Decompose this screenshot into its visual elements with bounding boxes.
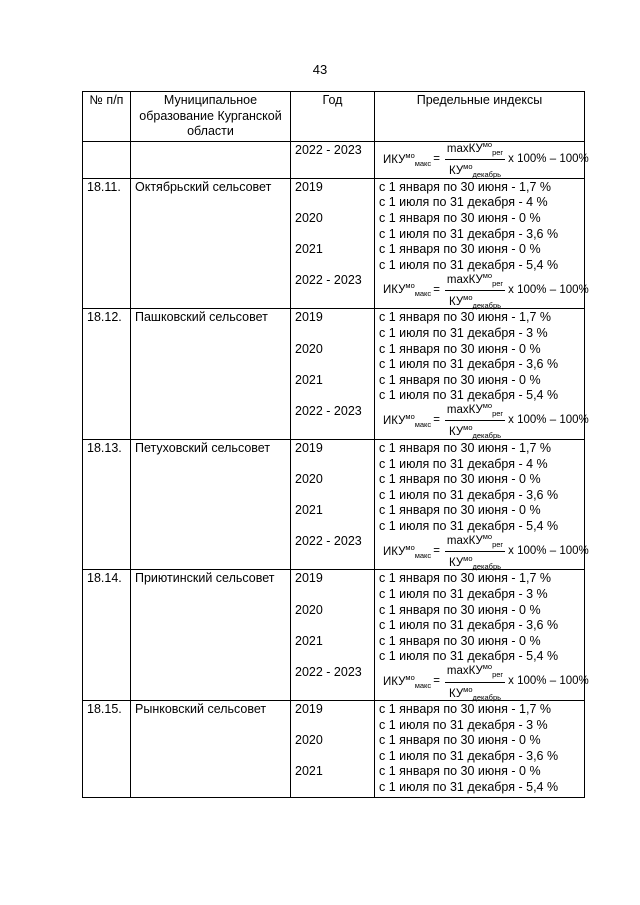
index-line: с 1 июля по 31 декабря - 5,4 % — [379, 780, 559, 794]
formula-tail: х 100% – 100% — [508, 544, 589, 557]
year-cell: 2020 — [295, 210, 323, 225]
year-cell: 2021 — [295, 503, 323, 518]
row-num: 18.15. — [83, 701, 131, 798]
index-line: с 1 июля по 31 декабря - 3,6 % — [379, 487, 559, 502]
index-line: с 1 января по 30 июня - 1,7 % — [379, 310, 551, 325]
table-row — [83, 309, 585, 440]
index-line: с 1 июля по 31 декабря - 5,4 % — [379, 388, 559, 403]
year-cell: 2020 — [295, 733, 323, 748]
year-cell: 2019 — [295, 571, 323, 586]
index-line: с 1 июля по 31 декабря - 3 % — [379, 717, 548, 732]
index-line: с 1 января по 30 июня - 0 % — [379, 372, 541, 387]
formula-tail: х 100% – 100% — [508, 283, 589, 296]
table-row — [83, 439, 585, 570]
row-years — [291, 309, 375, 440]
indices-table — [82, 91, 589, 798]
header-year: Год — [291, 92, 375, 142]
index-line: с 1 июля по 31 декабря - 3,6 % — [379, 357, 559, 372]
index-line: с 1 января по 30 июня - 1,7 % — [379, 440, 551, 455]
header-num: № п/п — [83, 92, 131, 142]
formula-fraction: $\frac{\max КУ^{мо}_{рег}}{КУ^{мо}_{декабрь}}$ — [446, 662, 504, 702]
index-line: с 1 июля по 31 декабря - 5,4 % — [379, 649, 559, 664]
table-row — [83, 570, 585, 701]
year-cell: 2020 — [295, 602, 323, 617]
index-line: с 1 июля по 31 декабря - 4 % — [379, 195, 548, 210]
index-line: с 1 января по 30 июня - 0 % — [379, 633, 541, 648]
year-cell: 2022 - 2023 — [295, 142, 362, 157]
formula: $ИКУ^{мо}_{макс}$ = $\frac{\max КУ^{мо}_{рег}}{КУ^{мо}_{декабрь}}$ х 100% – 100% — [383, 401, 589, 441]
year-cell: 2022 - 2023 — [295, 665, 362, 680]
row-indices — [375, 701, 585, 798]
formula-lhs: $ИКУ^{мо}_{макс}$ — [383, 281, 432, 299]
formula-tail: х 100% – 100% — [508, 152, 589, 165]
row-num — [83, 141, 131, 178]
year-cell: 2021 — [295, 242, 323, 257]
formula: $ИКУ^{мо}_{макс}$ = $\frac{\max КУ^{мо}_{рег}}{КУ^{мо}_{декабрь}}$ х 100% – 100% — [383, 270, 589, 310]
row-name: Рынковский сельсовет — [131, 701, 291, 798]
formula: $ИКУ^{мо}_{макс}$ = $\frac{\max КУ^{мо}_{рег}}{КУ^{мо}_{декабрь}}$ х 100% – 100% — [383, 140, 589, 180]
index-line: с 1 июля по 31 декабря - 4 % — [379, 456, 548, 471]
index-line: с 1 января по 30 июня - 0 % — [379, 472, 541, 487]
formula-fraction: $\frac{\max КУ^{мо}_{рег}}{КУ^{мо}_{декабрь}}$ — [446, 531, 504, 572]
formula-tail: х 100% – 100% — [508, 675, 589, 688]
year-cell: 2022 - 2023 — [295, 273, 362, 288]
formula-tail: х 100% – 100% — [508, 414, 589, 427]
index-line: с 1 июля по 31 декабря - 5,4 % — [379, 518, 559, 533]
formula-lhs: $ИКУ^{мо}_{макс}$ — [383, 542, 432, 560]
row-name: Октябрьский сельсовет — [131, 178, 291, 309]
page-number: 43 — [312, 62, 328, 77]
row-num: 18.14. — [83, 570, 131, 701]
row-years — [291, 178, 375, 309]
index-line: с 1 января по 30 июня - 1,7 % — [379, 702, 551, 717]
index-line: с 1 июля по 31 декабря - 3,6 % — [379, 618, 559, 633]
index-line: с 1 января по 30 июня - 0 % — [379, 503, 541, 518]
index-line: с 1 января по 30 июня - 0 % — [379, 341, 541, 356]
row-years — [291, 701, 375, 798]
row-indices — [375, 178, 589, 310]
formula-fraction: $\frac{\max КУ^{мо}_{рег}}{КУ^{мо}_{декабрь}}$ — [446, 270, 504, 310]
year-cell: 2019 — [295, 440, 323, 455]
row-num: 18.12. — [83, 309, 131, 440]
year-cell: 2022 - 2023 — [295, 403, 362, 418]
row-indices — [375, 309, 589, 441]
index-line: с 1 января по 30 июня - 1,7 % — [379, 179, 551, 194]
row-num: 18.13. — [83, 439, 131, 570]
header-municipality: Муниципальное образование Курганской области — [131, 92, 291, 142]
index-line: с 1 января по 30 июня - 0 % — [379, 242, 541, 257]
formula-lhs: $ИКУ^{мо}_{макс}$ — [383, 150, 432, 169]
header-indices: Предельные индексы — [375, 92, 585, 142]
year-cell: 2020 — [295, 472, 323, 487]
index-line: с 1 января по 30 июня - 0 % — [379, 733, 541, 748]
row-indices — [375, 140, 589, 180]
year-cell: 2021 — [295, 372, 323, 387]
index-line: с 1 июля по 31 декабря - 3,6 % — [379, 748, 559, 763]
table-row — [83, 701, 585, 798]
year-cell: 2019 — [295, 179, 323, 194]
row-name: Петуховский сельсовет — [131, 439, 291, 570]
row-name: Пашковский сельсовет — [131, 309, 291, 440]
year-cell: 2021 — [295, 633, 323, 648]
year-cell: 2020 — [295, 341, 323, 356]
row-name: Приютинский сельсовет — [131, 570, 291, 701]
year-cell: 2019 — [295, 702, 323, 717]
index-line: с 1 июля по 31 декабря - 3,6 % — [379, 226, 559, 241]
continuation-row — [83, 141, 585, 178]
index-line: с 1 января по 30 июня - 1,7 % — [379, 571, 551, 586]
formula: $ИКУ^{мо}_{макс}$ = $\frac{\max КУ^{мо}_{рег}}{КУ^{мо}_{декабрь}}$ х 100% – 100% — [383, 662, 589, 702]
formula-lhs: $ИКУ^{мо}_{макс}$ — [383, 673, 432, 691]
formula-fraction: $\frac{\max КУ^{мо}_{рег}}{КУ^{мо}_{декабрь}}$ — [446, 401, 504, 441]
index-line: с 1 января по 30 июня - 0 % — [379, 210, 541, 225]
year-cell: 2019 — [295, 310, 323, 325]
index-line: с 1 июля по 31 декабря - 5,4 % — [379, 257, 559, 272]
row-indices — [375, 439, 589, 572]
index-line: с 1 июля по 31 декабря - 3 % — [379, 587, 548, 602]
index-line: с 1 января по 30 июня - 0 % — [379, 602, 541, 617]
year-cell: 2022 - 2023 — [295, 534, 362, 549]
row-name — [131, 141, 291, 178]
row-indices — [375, 570, 589, 702]
table-header-row — [83, 92, 585, 142]
index-line: с 1 июля по 31 декабря - 3 % — [379, 325, 548, 340]
table-row — [83, 178, 585, 309]
row-years — [291, 439, 375, 570]
row-num: 18.11. — [83, 178, 131, 309]
row-years — [291, 141, 375, 178]
index-line: с 1 января по 30 июня - 0 % — [379, 764, 541, 779]
formula: $ИКУ^{мо}_{макс}$ = $\frac{\max КУ^{мо}_{рег}}{КУ^{мо}_{декабрь}}$ х 100% – 100% — [383, 531, 589, 572]
row-years — [291, 570, 375, 701]
formula-fraction: $\frac{\max КУ^{мо}_{рег}}{КУ^{мо}_{декабрь}}$ — [446, 140, 504, 180]
year-cell: 2021 — [295, 764, 323, 779]
formula-lhs: $ИКУ^{мо}_{макс}$ — [383, 412, 432, 430]
